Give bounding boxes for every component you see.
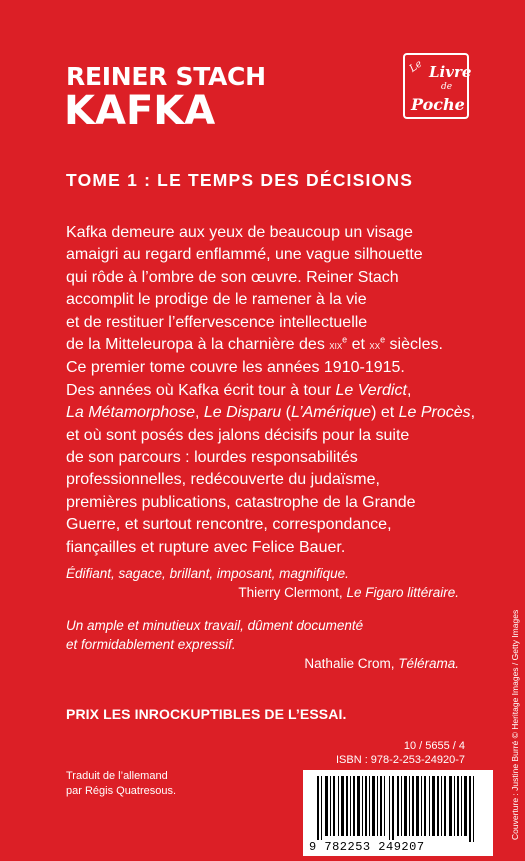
blurb-line: amaigri au regard enflammé, une vague silhouette [66, 246, 423, 264]
blurb-line: et où sont posés des jalons décisifs pour la suite [66, 426, 410, 444]
work-title: La Métamorphose [66, 404, 195, 422]
blurb-line: fiançailles et rupture avec Felice Bauer. [66, 538, 346, 556]
press-quote-2 [66, 616, 363, 654]
translation-line: par Régis Quatresous. [66, 785, 177, 797]
blurb-text: , [470, 404, 476, 422]
author-name: REINER STACH [66, 62, 266, 91]
blurb-line: Guerre, et surtout rencontre, correspondance, [66, 516, 392, 534]
work-title: Le Procès [398, 404, 471, 422]
translation-line: Traduit de l’allemand [66, 770, 168, 782]
blurb-line: qui rôde à l’ombre de son œuvre. Reiner Stach [66, 268, 399, 286]
press-quote-1-attribution [238, 583, 459, 602]
press-quote-2-attribution [304, 654, 459, 673]
logo-text-poche: Poche [411, 95, 465, 114]
blurb-text: de la Mitteleuropa à la charnière des [66, 336, 330, 354]
barcode-number: 9 782253 249207 [309, 840, 425, 854]
blurb-text: , [406, 381, 412, 399]
blurb-line [66, 380, 486, 402]
blurb-line: Kafka demeure aux yeux de beaucoup un visage [66, 224, 413, 241]
blurb-line: professionnelles, redécouverte du judaïsme, [66, 471, 380, 489]
publisher-logo [403, 53, 472, 119]
blurb-text: siècles. [385, 336, 443, 354]
quote-author: Thierry Clermont, [238, 585, 347, 600]
quote-line: et formidablement expressif. [66, 637, 236, 652]
quote-source: Télérama. [398, 656, 459, 671]
blurb-text: ) et [371, 404, 399, 422]
blurb-line: accomplit le prodige de le ramener à la vie [66, 291, 367, 309]
volume-subtitle: TOME 1 : LE TEMPS DES DÉCISIONS [66, 170, 414, 190]
blurb-text: Des années où Kafka écrit tour à tour [66, 381, 336, 399]
century-20: xx [369, 340, 381, 353]
award-line: PRIX LES INROCKUPTIBLES DE L’ESSAI. [66, 706, 347, 722]
work-title: Le Verdict [335, 381, 407, 399]
book-title: KAFKA [64, 88, 216, 134]
price-code: 10 / 5655 / 4 [403, 740, 465, 752]
blurb-line [66, 402, 486, 424]
cover-credit: Couverture : Justine Burré © Heritage Images / Getty Images [510, 609, 520, 840]
blurb-text: ( [281, 404, 292, 422]
quote-source: Le Figaro littéraire. [346, 585, 459, 600]
blurb-line [66, 334, 486, 357]
translation-credit [66, 769, 176, 799]
blurb-text: , [194, 404, 204, 422]
logo-text-livre: Livre [429, 63, 472, 81]
superscript: e [380, 334, 386, 345]
blurb-line: premières publications, catastrophe de la Grande [66, 493, 416, 511]
blurb-line: et de restituer l’effervescence intellectuelle [66, 313, 368, 331]
work-title: L’Amérique [291, 404, 372, 422]
blurb-text: et [347, 336, 370, 354]
isbn: ISBN : 978-2-253-24920-7 [335, 754, 465, 766]
century-19: xix [329, 340, 343, 353]
logo-text-de: de [441, 82, 453, 92]
quote-line: Un ample et minutieux travail, dûment documenté [66, 618, 364, 633]
logo-text-le: Le [407, 58, 425, 75]
blurb-line: de son parcours : lourdes responsabilités [66, 449, 358, 467]
quote-author: Nathalie Crom, [304, 656, 399, 671]
press-quote-1: Édifiant, sagace, brillant, imposant, magnifique. [66, 566, 349, 581]
blurb-line: Ce premier tome couvre les années 1910-1915. [66, 359, 405, 377]
blurb [66, 222, 486, 559]
work-title: Le Disparu [203, 404, 282, 422]
superscript: e [342, 334, 348, 345]
